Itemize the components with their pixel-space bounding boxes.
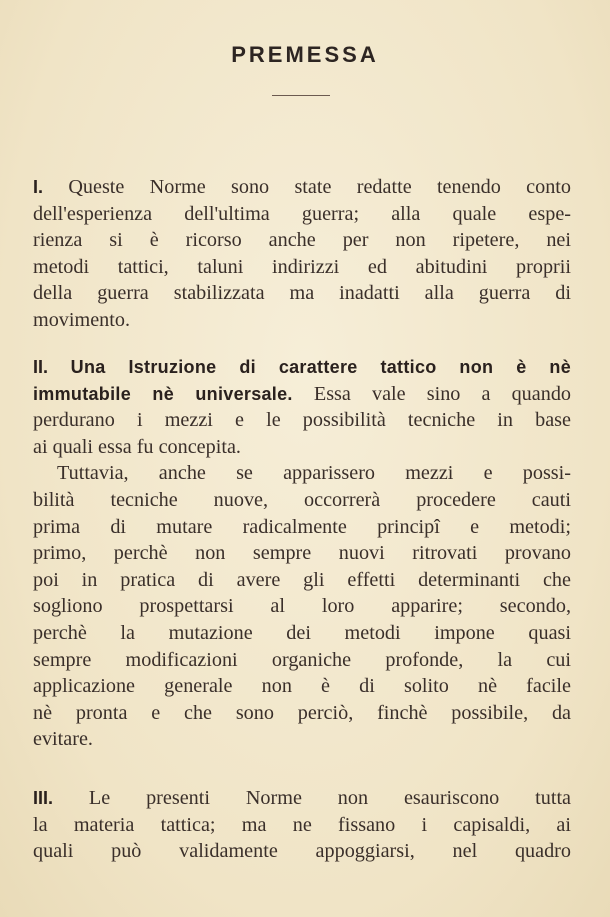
text-line: la materia tattica; ma ne fissano i capisaldi, ai [33,813,571,836]
text-line: rienza si è ricorso anche per non ripetere, nei [33,229,571,252]
text-line: ai quali essa fu concepita. [33,435,241,458]
section-3 [33,785,571,865]
section-1 [33,174,571,334]
section-number: III. [33,788,54,808]
text-line: bilità tecniche nuove, occorrerà procedere cauti [33,488,571,511]
text-line: evitare. [33,728,93,751]
text-line [33,354,571,381]
section-lead: Una Istruzione di carattere tattico non è nè [70,357,571,377]
text-line: metodi tattici, taluni indirizzi ed abitudini proprii [33,255,571,278]
text-line: primo, perchè non sempre nuovi ritrovati provano [33,542,571,565]
text-line: dell'esperienza dell'ultima guerra; alla quale espe- [33,202,571,225]
section-lead: immutabile nè universale. [33,383,293,404]
text-line: I. Queste Norme sono state redatte tenendo conto [33,176,571,198]
text-line: sogliono prospettarsi al loro apparire; secondo, [33,595,571,618]
text-line: III. Le presenti Norme non esauriscono tutta [33,787,572,809]
title-divider [272,95,330,96]
text-line: perchè la mutazione dei metodi impone quasi [33,621,571,644]
text-line: perdurano i mezzi e le possibilità tecniche in base [33,409,571,432]
text-line: della guerra stabilizzata ma inadatti alla guerra di [33,282,571,305]
text-line: immutabile nè universale. Essa vale sino a quando [33,382,572,405]
text-line: nè pronta e che sono perciò, finchè possibile, da [33,701,571,724]
section-number: I. [33,177,44,197]
text-line: applicazione generale non è di solito nè facile [33,675,571,698]
section-number: II. [33,357,49,377]
text-line: prima di mutare radicalmente principî e metodi; [33,515,571,538]
text-line: quali può validamente appoggiarsi, nel quadro [33,840,571,863]
text-line: Tuttavia, anche se apparissero mezzi e possi- [57,462,571,485]
text-line: poi in pratica di avere gli effetti determinanti che [33,568,571,591]
text-line: movimento. [33,308,131,331]
section-2 [33,354,571,753]
page-title: PREMESSA [231,42,379,67]
text-line: sempre modificazioni organiche profonde, la cui [33,648,571,671]
